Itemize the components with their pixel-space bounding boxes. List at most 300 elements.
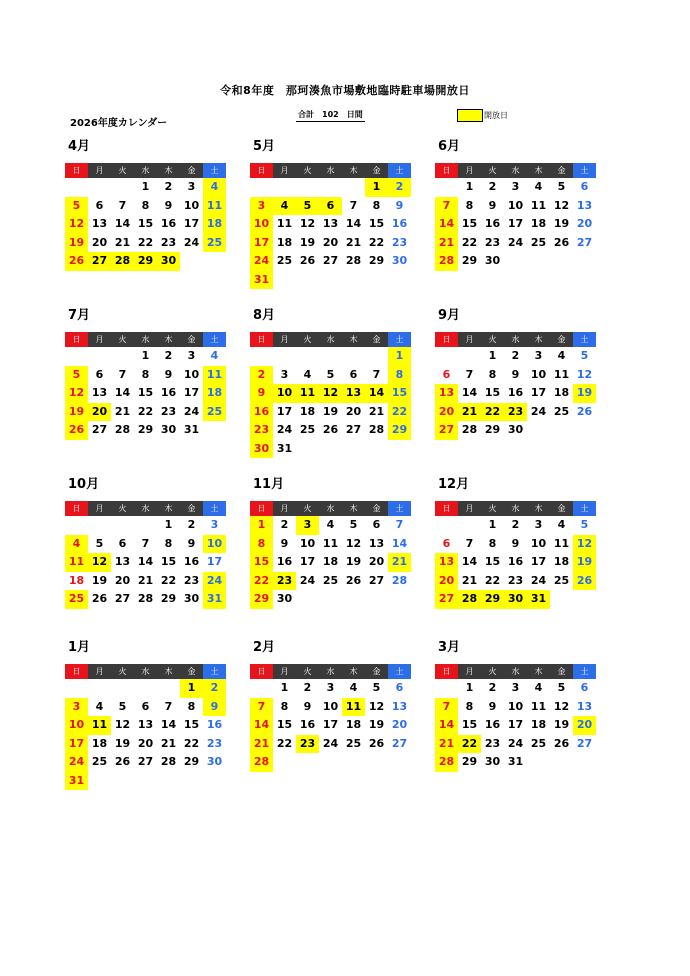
day-cell: 1 <box>164 518 173 531</box>
day-cell: 2 <box>280 518 289 531</box>
day-cell: 18 <box>530 718 547 731</box>
day-cell-open: 23 <box>273 572 296 591</box>
day-cell-open: 12 <box>573 535 596 554</box>
week-row <box>435 753 600 772</box>
day-cell: 20 <box>137 736 154 750</box>
empty-cell <box>88 347 111 366</box>
day-cell: 10 <box>507 198 524 212</box>
day-cell: 8 <box>465 198 474 212</box>
empty-cell <box>65 178 88 197</box>
day-cell-open: 7 <box>250 698 273 717</box>
day-cell: 23 <box>484 235 501 249</box>
empty-cell <box>573 590 596 609</box>
day-cell: 4 <box>210 349 219 362</box>
weekday-label: 木 <box>527 664 550 679</box>
day-cell: 21 <box>137 573 154 587</box>
day-cell: 24 <box>276 423 293 436</box>
day-cell: 4 <box>303 367 312 381</box>
day-cell-open: 20 <box>88 403 111 422</box>
day-cell-open: 19 <box>573 553 596 572</box>
month-title: 9月 <box>438 308 461 323</box>
empty-cell <box>88 178 111 197</box>
weekday-label: 火 <box>111 332 134 347</box>
day-cell: 17 <box>183 386 200 399</box>
day-cell-open: 8 <box>388 366 411 385</box>
weekday-label: 木 <box>157 501 180 516</box>
day-cell-open: 26 <box>573 572 596 591</box>
day-cell: 20 <box>114 573 131 587</box>
empty-cell <box>157 679 180 698</box>
week-row <box>65 178 230 197</box>
day-cell: 14 <box>137 555 154 568</box>
month-title: 8月 <box>253 308 276 323</box>
month-calendar <box>65 639 230 790</box>
weekday-header <box>65 332 230 347</box>
day-cell-open: 3 <box>65 698 88 717</box>
month-calendar <box>435 476 600 609</box>
weekday-label: 水 <box>319 501 342 516</box>
day-cell: 25 <box>530 235 547 249</box>
total-days-label: 合計 102 日間 <box>296 109 365 122</box>
weekday-label: 木 <box>527 163 550 178</box>
empty-cell <box>458 347 481 366</box>
week-row <box>250 679 415 698</box>
empty-cell <box>157 772 180 791</box>
weekday-label: 火 <box>296 664 319 679</box>
week-row <box>435 252 600 271</box>
day-cell-open: 3 <box>296 516 319 535</box>
day-cell: 5 <box>580 518 589 531</box>
day-cell-open: 14 <box>365 384 388 403</box>
week-row <box>65 516 230 535</box>
day-cell: 4 <box>326 518 335 531</box>
day-cell: 30 <box>484 755 501 768</box>
empty-cell <box>435 516 458 535</box>
weekday-label: 火 <box>481 501 504 516</box>
day-cell: 12 <box>345 536 362 550</box>
day-cell-open: 22 <box>388 403 411 422</box>
day-cell-open: 21 <box>458 403 481 422</box>
day-cell: 16 <box>507 555 524 568</box>
day-cell: 16 <box>484 718 501 731</box>
day-cell: 3 <box>280 367 289 381</box>
day-cell-open: 31 <box>250 271 273 290</box>
day-cell-open: 11 <box>342 698 365 717</box>
day-cell: 13 <box>91 386 108 399</box>
empty-cell <box>365 271 388 290</box>
weekday-header <box>435 501 600 516</box>
day-cell: 17 <box>507 718 524 731</box>
day-cell: 16 <box>484 217 501 230</box>
day-cell: 27 <box>576 736 593 750</box>
day-cell: 9 <box>511 536 520 550</box>
day-cell-open: 5 <box>296 197 319 216</box>
day-cell: 26 <box>91 592 108 605</box>
weekday-label: 金 <box>180 501 203 516</box>
week-row <box>65 403 230 422</box>
day-cell: 2 <box>303 681 312 694</box>
week-row <box>250 735 415 754</box>
empty-cell <box>388 440 411 459</box>
day-cell: 16 <box>507 386 524 399</box>
empty-cell <box>296 178 319 197</box>
empty-cell <box>435 679 458 698</box>
day-cell: 11 <box>530 699 547 713</box>
day-cell: 6 <box>580 681 589 694</box>
day-cell: 24 <box>530 573 547 587</box>
day-cell-open: 29 <box>481 590 504 609</box>
day-cell: 3 <box>326 681 335 694</box>
weekday-label: 木 <box>157 332 180 347</box>
day-cell-open: 10 <box>203 535 226 554</box>
day-cell: 18 <box>553 386 570 399</box>
day-cell: 27 <box>322 254 339 267</box>
day-cell: 8 <box>141 198 150 212</box>
week-row <box>435 535 600 554</box>
empty-cell <box>296 753 319 772</box>
day-cell-open: 22 <box>458 735 481 754</box>
day-cell: 29 <box>137 423 154 436</box>
day-cell: 31 <box>276 441 293 455</box>
empty-cell <box>180 252 203 271</box>
day-cell: 13 <box>576 699 593 713</box>
weekday-label: 土 <box>203 332 226 347</box>
day-cell: 31 <box>507 755 524 768</box>
week-row <box>250 572 415 591</box>
day-cell-open: 15 <box>388 384 411 403</box>
day-cell: 26 <box>553 235 570 249</box>
day-cell: 18 <box>276 235 293 249</box>
day-cell: 25 <box>91 755 108 768</box>
day-cell: 19 <box>368 718 385 731</box>
day-cell: 20 <box>391 718 408 731</box>
day-cell: 11 <box>530 198 547 212</box>
day-cell: 15 <box>137 386 154 399</box>
day-cell: 22 <box>368 235 385 249</box>
day-cell: 25 <box>553 404 570 418</box>
day-cell: 9 <box>488 198 497 212</box>
day-cell: 23 <box>206 736 223 750</box>
weekday-header <box>435 664 600 679</box>
day-cell: 25 <box>553 573 570 587</box>
day-cell: 23 <box>391 235 408 249</box>
day-cell-open: 10 <box>250 215 273 234</box>
empty-cell <box>111 516 134 535</box>
day-cell-open: 21 <box>435 234 458 253</box>
day-cell: 13 <box>576 198 593 212</box>
week-row <box>65 366 230 385</box>
weekday-label: 金 <box>550 501 573 516</box>
weekday-label: 月 <box>88 163 111 178</box>
day-cell: 3 <box>210 518 219 531</box>
weekday-label: 火 <box>296 332 319 347</box>
empty-cell <box>550 590 573 609</box>
day-cell: 29 <box>368 254 385 267</box>
empty-cell <box>134 679 157 698</box>
weekday-label: 水 <box>134 332 157 347</box>
week-row <box>435 347 600 366</box>
day-cell: 10 <box>530 536 547 550</box>
month-title: 6月 <box>438 139 461 154</box>
week-row <box>65 252 230 271</box>
day-cell-open: 1 <box>180 679 203 698</box>
day-cell: 30 <box>160 423 177 436</box>
weekday-label: 木 <box>527 501 550 516</box>
weekday-label: 日 <box>250 332 273 347</box>
day-cell: 27 <box>368 573 385 587</box>
day-cell: 4 <box>557 518 566 531</box>
day-cell: 10 <box>530 367 547 381</box>
day-cell: 26 <box>322 423 339 436</box>
day-cell-open: 31 <box>203 590 226 609</box>
day-cell: 2 <box>511 349 520 362</box>
weekday-label: 土 <box>573 664 596 679</box>
day-cell-open: 25 <box>203 403 226 422</box>
day-cell-open: 26 <box>65 421 88 440</box>
weekday-label: 火 <box>296 163 319 178</box>
day-cell: 15 <box>137 217 154 230</box>
weekday-label: 水 <box>134 664 157 679</box>
empty-cell <box>504 252 527 271</box>
day-cell: 4 <box>534 681 543 694</box>
weekday-label: 水 <box>504 501 527 516</box>
day-cell: 3 <box>511 180 520 193</box>
day-cell: 8 <box>488 536 497 550</box>
day-cell: 2 <box>164 180 173 193</box>
day-cell: 28 <box>160 755 177 768</box>
day-cell: 7 <box>349 198 358 212</box>
day-cell-open: 20 <box>435 572 458 591</box>
legend-label: 開放日 <box>484 110 508 120</box>
day-cell: 31 <box>183 423 200 436</box>
weekday-label: 月 <box>88 332 111 347</box>
weekday-label: 木 <box>157 163 180 178</box>
week-row <box>435 421 600 440</box>
day-cell: 19 <box>299 235 316 249</box>
empty-cell <box>365 590 388 609</box>
day-cell: 15 <box>368 217 385 230</box>
empty-cell <box>296 347 319 366</box>
day-cell: 18 <box>530 217 547 230</box>
weekday-label: 日 <box>65 501 88 516</box>
day-cell-open: 21 <box>388 553 411 572</box>
day-cell: 9 <box>303 699 312 713</box>
empty-cell <box>435 178 458 197</box>
day-cell: 28 <box>345 254 362 267</box>
month-calendar <box>250 138 415 289</box>
day-cell-open: 18 <box>203 384 226 403</box>
day-cell-open: 12 <box>65 384 88 403</box>
weekday-label: 月 <box>458 163 481 178</box>
day-cell: 1 <box>141 180 150 193</box>
month-calendar <box>250 476 415 609</box>
day-cell: 5 <box>349 518 358 531</box>
weekday-label: 水 <box>504 332 527 347</box>
weekday-header <box>250 501 415 516</box>
month-title: 1月 <box>68 640 91 655</box>
page-title: 令和8年度 那珂湊魚市場敷地臨時駐車場開放日 <box>220 84 470 97</box>
day-cell: 14 <box>114 217 131 230</box>
day-cell-open: 8 <box>250 535 273 554</box>
day-cell: 29 <box>160 592 177 605</box>
day-cell: 25 <box>345 736 362 750</box>
weekday-label: 月 <box>273 163 296 178</box>
week-row <box>250 215 415 234</box>
day-cell-open: 27 <box>435 421 458 440</box>
weekday-label: 金 <box>180 332 203 347</box>
weekday-label: 木 <box>342 501 365 516</box>
day-cell: 30 <box>183 592 200 605</box>
day-cell: 18 <box>553 555 570 568</box>
day-cell-open: 28 <box>458 590 481 609</box>
day-cell-open: 10 <box>65 716 88 735</box>
empty-cell <box>319 347 342 366</box>
day-cell: 13 <box>322 217 339 230</box>
day-cell: 6 <box>442 536 451 550</box>
week-row <box>65 716 230 735</box>
weekday-label: 水 <box>319 332 342 347</box>
day-cell: 25 <box>530 736 547 750</box>
weekday-label: 火 <box>111 163 134 178</box>
day-cell-open: 10 <box>273 384 296 403</box>
day-cell: 2 <box>488 681 497 694</box>
empty-cell <box>65 516 88 535</box>
day-cell-open: 31 <box>65 772 88 791</box>
day-cell: 27 <box>345 423 362 436</box>
day-cell: 8 <box>280 699 289 713</box>
day-cell-open: 11 <box>296 384 319 403</box>
day-cell-open: 28 <box>435 753 458 772</box>
day-cell: 22 <box>276 736 293 750</box>
day-cell: 7 <box>395 518 404 531</box>
empty-cell <box>319 753 342 772</box>
week-row <box>435 197 600 216</box>
week-row <box>435 572 600 591</box>
empty-cell <box>88 516 111 535</box>
day-cell: 10 <box>183 198 200 212</box>
day-cell-open: 21 <box>435 735 458 754</box>
empty-cell <box>342 178 365 197</box>
week-row <box>65 772 230 791</box>
empty-cell <box>111 679 134 698</box>
empty-cell <box>573 753 596 772</box>
day-cell: 13 <box>114 555 131 568</box>
day-cell: 27 <box>137 755 154 768</box>
day-cell: 19 <box>553 718 570 731</box>
day-cell: 17 <box>530 386 547 399</box>
weekday-header <box>435 332 600 347</box>
week-row <box>65 698 230 717</box>
day-cell: 17 <box>299 555 316 568</box>
day-cell-open: 13 <box>342 384 365 403</box>
day-cell-open: 19 <box>65 234 88 253</box>
weekday-label: 金 <box>550 664 573 679</box>
empty-cell <box>388 271 411 290</box>
day-cell: 8 <box>141 367 150 381</box>
empty-cell <box>458 516 481 535</box>
day-cell-open: 14 <box>250 716 273 735</box>
weekday-label: 水 <box>134 501 157 516</box>
day-cell-open: 2 <box>250 366 273 385</box>
week-row <box>250 716 415 735</box>
day-cell-open: 18 <box>203 215 226 234</box>
day-cell-open: 26 <box>65 252 88 271</box>
calendar-subtitle: 2026年度カレンダー <box>70 118 168 129</box>
day-cell: 19 <box>553 217 570 230</box>
day-cell: 23 <box>484 736 501 750</box>
day-cell-open: 30 <box>157 252 180 271</box>
day-cell: 30 <box>507 423 524 436</box>
weekday-label: 木 <box>342 332 365 347</box>
day-cell: 4 <box>349 681 358 694</box>
day-cell: 20 <box>576 217 593 230</box>
day-cell: 5 <box>580 349 589 362</box>
day-cell: 6 <box>95 198 104 212</box>
day-cell-open: 4 <box>273 197 296 216</box>
empty-cell <box>203 252 226 271</box>
day-cell: 29 <box>183 755 200 768</box>
weekday-label: 金 <box>180 664 203 679</box>
day-cell: 28 <box>114 423 131 436</box>
week-row <box>65 384 230 403</box>
day-cell: 22 <box>160 573 177 587</box>
empty-cell <box>88 679 111 698</box>
weekday-label: 土 <box>573 163 596 178</box>
day-cell: 11 <box>553 536 570 550</box>
weekday-label: 金 <box>550 332 573 347</box>
day-cell: 6 <box>372 518 381 531</box>
weekday-label: 火 <box>296 501 319 516</box>
week-row <box>250 366 415 385</box>
day-cell-open: 19 <box>65 403 88 422</box>
week-row <box>65 572 230 591</box>
day-cell: 16 <box>299 718 316 731</box>
day-cell-open: 25 <box>203 234 226 253</box>
day-cell: 19 <box>345 555 362 568</box>
day-cell: 14 <box>391 536 408 550</box>
day-cell: 1 <box>488 518 497 531</box>
empty-cell <box>250 347 273 366</box>
month-calendar <box>435 639 600 772</box>
day-cell-open: 29 <box>134 252 157 271</box>
day-cell: 5 <box>557 180 566 193</box>
day-cell-open: 13 <box>435 384 458 403</box>
day-cell: 10 <box>507 699 524 713</box>
day-cell: 12 <box>299 217 316 230</box>
day-cell: 17 <box>276 404 293 418</box>
day-cell: 23 <box>160 235 177 249</box>
day-cell: 22 <box>137 404 154 418</box>
weekday-label: 土 <box>388 664 411 679</box>
day-cell: 4 <box>95 699 104 713</box>
weekday-header <box>250 332 415 347</box>
weekday-label: 水 <box>319 664 342 679</box>
day-cell-open: 20 <box>573 716 596 735</box>
day-cell-open: 27 <box>88 252 111 271</box>
day-cell-open: 11 <box>65 553 88 572</box>
day-cell: 13 <box>391 699 408 713</box>
empty-cell <box>550 753 573 772</box>
day-cell: 16 <box>160 217 177 230</box>
day-cell: 26 <box>553 736 570 750</box>
day-cell-open: 19 <box>573 384 596 403</box>
week-row <box>250 252 415 271</box>
empty-cell <box>319 178 342 197</box>
week-row <box>435 516 600 535</box>
weekday-header <box>250 163 415 178</box>
week-row <box>65 421 230 440</box>
day-cell: 27 <box>391 736 408 750</box>
